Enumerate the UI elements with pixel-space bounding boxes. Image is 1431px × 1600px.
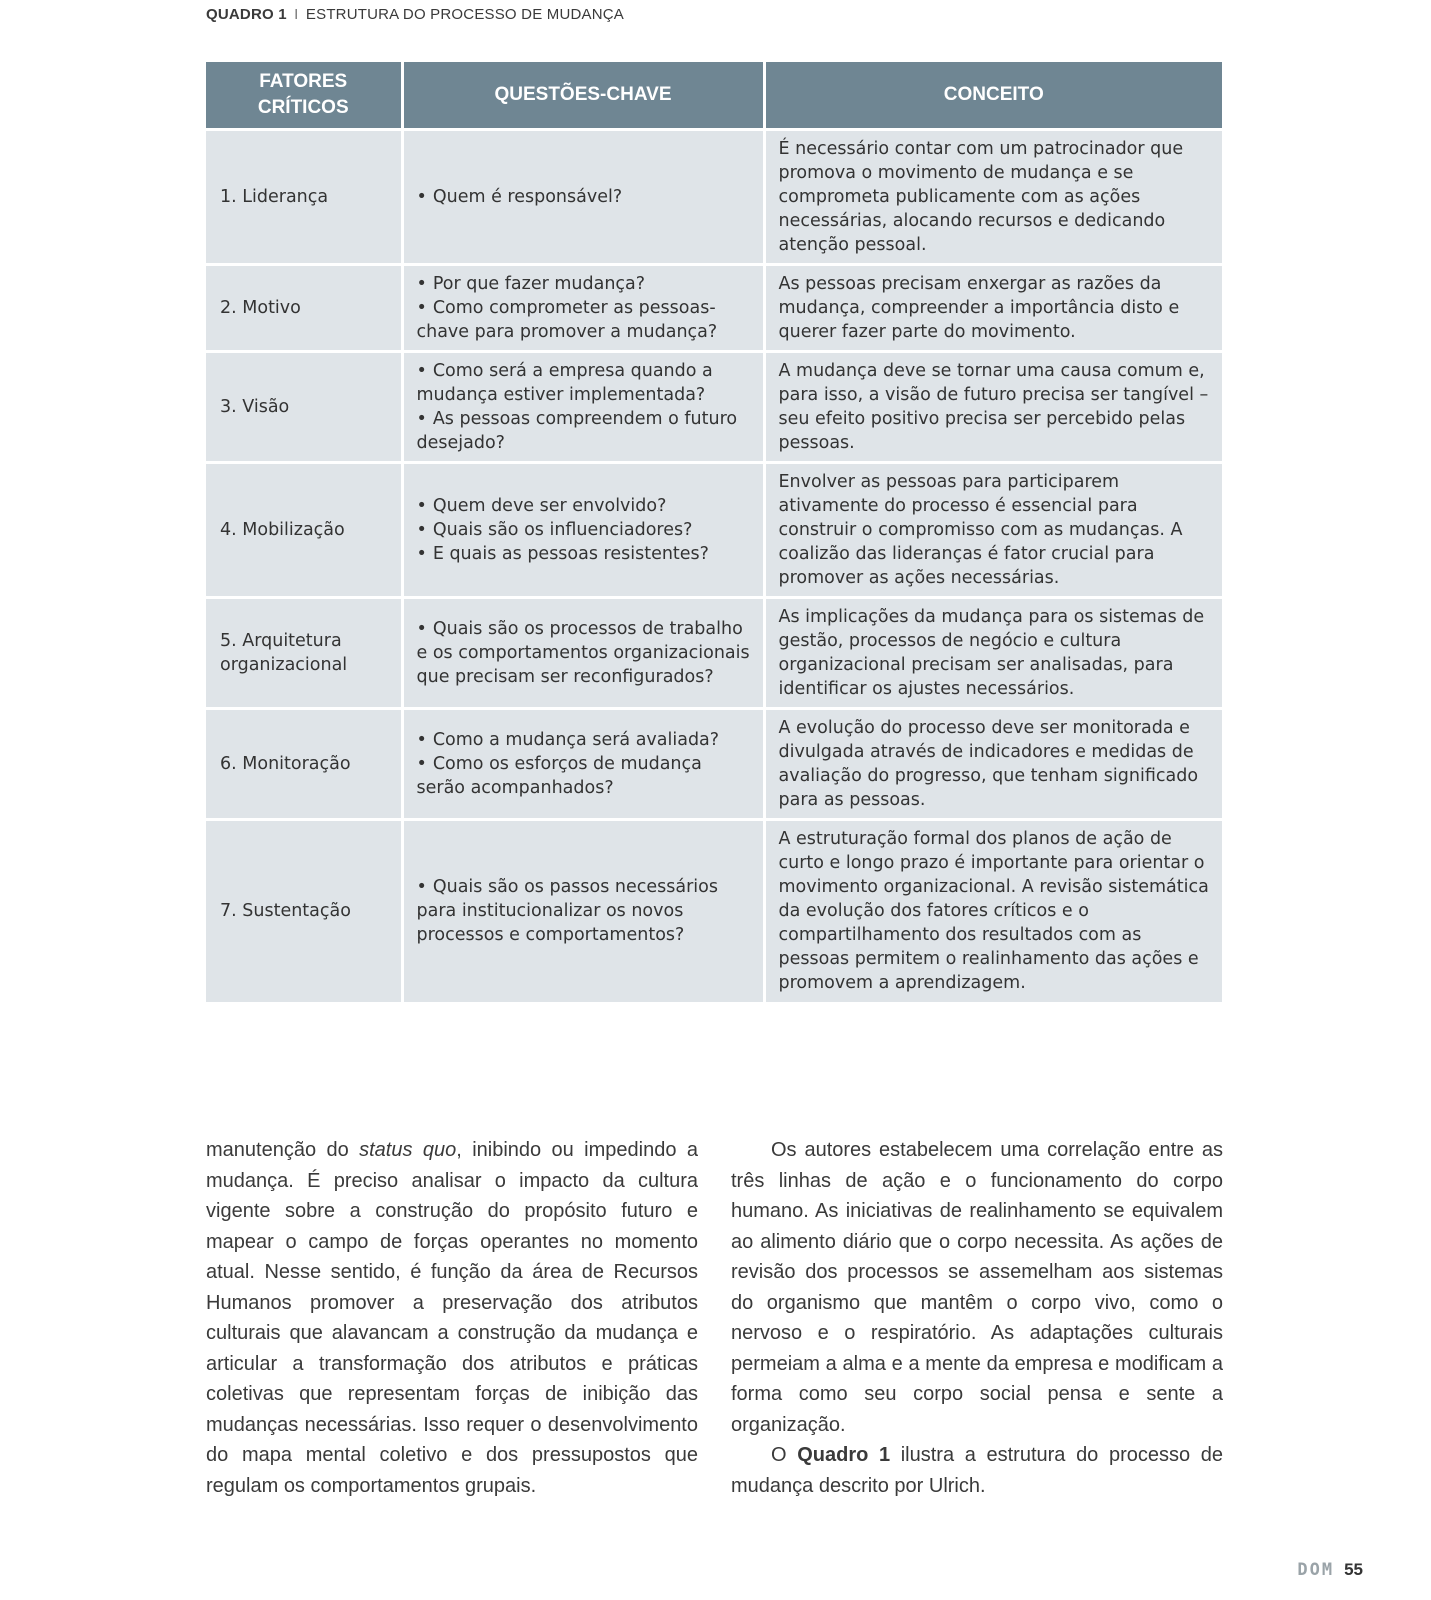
table-header-row bbox=[206, 62, 1222, 130]
table-row bbox=[206, 352, 1222, 463]
question-item: • Quem deve ser envolvido? bbox=[416, 495, 667, 516]
questions-cell bbox=[402, 709, 764, 820]
question-item: • Por que fazer mudança? bbox=[416, 273, 646, 294]
questions-cell bbox=[402, 265, 764, 352]
question-item: • As pessoas compreendem o futuro desejado? bbox=[416, 408, 738, 453]
header-conceito: CONCEITO bbox=[764, 62, 1222, 130]
body-paragraph: Os autores estabelecem uma correlação entre as três linhas de ação e o funcionamento do corpo humano. As iniciativas de realinhamento se equivalem ao alimento diário que o corpo necessita. As ações de revisão dos processos se assemelham aos sistemas do organismo que mantêm o corpo vivo, como o nervoso e o respiratório. As adaptações culturais permeiam a alma e a mente da empresa e modificam a forma como seu corpo social pensa e sente a organização. bbox=[731, 1139, 1223, 1436]
question-item: • Quem é responsável? bbox=[416, 186, 623, 207]
factor-cell: 7. Sustentação bbox=[206, 820, 402, 1002]
question-item: • E quais as pessoas resistentes? bbox=[416, 543, 709, 564]
magazine-name: DOM bbox=[1297, 1560, 1335, 1580]
concept-cell: É necessário contar com um patrocinador que promova o movimento de mudança e se comprometa publicamente com as ações necessárias, alocando recursos e dedicando atenção pessoal. bbox=[764, 130, 1222, 265]
table-row bbox=[206, 265, 1222, 352]
table-row bbox=[206, 463, 1222, 598]
body-column-left bbox=[206, 1135, 698, 1501]
page-number: 55 bbox=[1344, 1560, 1363, 1579]
factor-cell: 6. Monitoração bbox=[206, 709, 402, 820]
quadro-table bbox=[206, 62, 1222, 1002]
question-item: • Quais são os processos de trabalho e os comportamentos organizacionais que precisam ser reconfigurados? bbox=[416, 618, 750, 687]
concept-cell: A estruturação formal dos planos de ação de curto e longo prazo é importante para orientar o movimento organizacional. A revisão sistemática da evolução dos fatores críticos e o compartilhamento dos resultados com as pessoas permitem o realinhamento das ações e promovem a aprendizagem. bbox=[764, 820, 1222, 1002]
question-item: • Como comprometer as pessoas-chave para promover a mudança? bbox=[416, 297, 718, 342]
page-folio bbox=[1297, 1560, 1363, 1580]
factor-cell: 3. Visão bbox=[206, 352, 402, 463]
concept-cell: A evolução do processo deve ser monitorada e divulgada através de indicadores e medidas de avaliação do progresso, que tenham significado para as pessoas. bbox=[764, 709, 1222, 820]
concept-cell: As pessoas precisam enxergar as razões da mudança, compreender a importância disto e querer fazer parte do movimento. bbox=[764, 265, 1222, 352]
questions-cell bbox=[402, 352, 764, 463]
table-row bbox=[206, 709, 1222, 820]
caption-label: QUADRO 1 bbox=[206, 6, 287, 23]
question-item: • Como a mudança será avaliada? bbox=[416, 729, 720, 750]
questions-cell bbox=[402, 463, 764, 598]
body-paragraph: O Quadro 1 ilustra a estrutura do processo de mudança descrito por Ulrich. bbox=[731, 1444, 1223, 1497]
caption-title: ESTRUTURA DO PROCESSO DE MUDANÇA bbox=[305, 6, 625, 23]
status-quo-emphasis: status quo bbox=[359, 1139, 457, 1161]
questions-cell bbox=[402, 820, 764, 1002]
body-column-right bbox=[731, 1135, 1223, 1501]
questions-cell bbox=[402, 598, 764, 709]
body-paragraph: manutenção do status quo, inibindo ou impedindo a mudança. É preciso analisar o impacto da cultura vigente sobre a construção do propósito futuro e mapear o campo de forças operantes no momento atual. Nesse sentido, é função da área de Recursos Humanos promover a preservação dos atributos culturais que alavancam a construção da mudança e articular a transformação dos atributos e práticas coletivas que representam forças de inibição das mudanças necessárias. Isso requer o desenvolvimento do mapa mental coletivo e dos pressupostos que regulam os comportamentos grupais. bbox=[206, 1139, 698, 1497]
questions-cell bbox=[402, 130, 764, 265]
header-questoes-chave: QUESTÕES-CHAVE bbox=[402, 62, 764, 130]
question-item: • Quais são os influenciadores? bbox=[416, 519, 693, 540]
quadro-reference: Quadro 1 bbox=[797, 1444, 891, 1466]
factor-cell: 1. Liderança bbox=[206, 130, 402, 265]
question-item: • Quais são os passos necessários para institucionalizar os novos processos e comportamentos? bbox=[416, 876, 718, 945]
table-row bbox=[206, 598, 1222, 709]
concept-cell: Envolver as pessoas para participarem ativamente do processo é essencial para construir o compromisso com as mudanças. A coalizão das lideranças é fator crucial para promover as ações necessárias. bbox=[764, 463, 1222, 598]
table-row bbox=[206, 820, 1222, 1002]
table-row bbox=[206, 130, 1222, 265]
header-fatores-criticos: FATORES CRÍTICOS bbox=[206, 62, 402, 130]
question-item: • Como os esforços de mudança serão acompanhados? bbox=[416, 753, 702, 798]
concept-cell: As implicações da mudança para os sistemas de gestão, processos de negócio e cultura organizacional precisam ser analisadas, para identificar os ajustes necessários. bbox=[764, 598, 1222, 709]
factor-cell: 4. Mobilização bbox=[206, 463, 402, 598]
factor-cell: 2. Motivo bbox=[206, 265, 402, 352]
factor-cell: 5. Arquitetura organizacional bbox=[206, 598, 402, 709]
concept-cell: A mudança deve se tornar uma causa comum e, para isso, a visão de futuro precisa ser tangível – seu efeito positivo precisa ser percebido pelas pessoas. bbox=[764, 352, 1222, 463]
question-item: • Como será a empresa quando a mudança estiver implementada? bbox=[416, 360, 713, 405]
table-caption bbox=[206, 6, 624, 23]
caption-separator: I bbox=[294, 6, 299, 23]
